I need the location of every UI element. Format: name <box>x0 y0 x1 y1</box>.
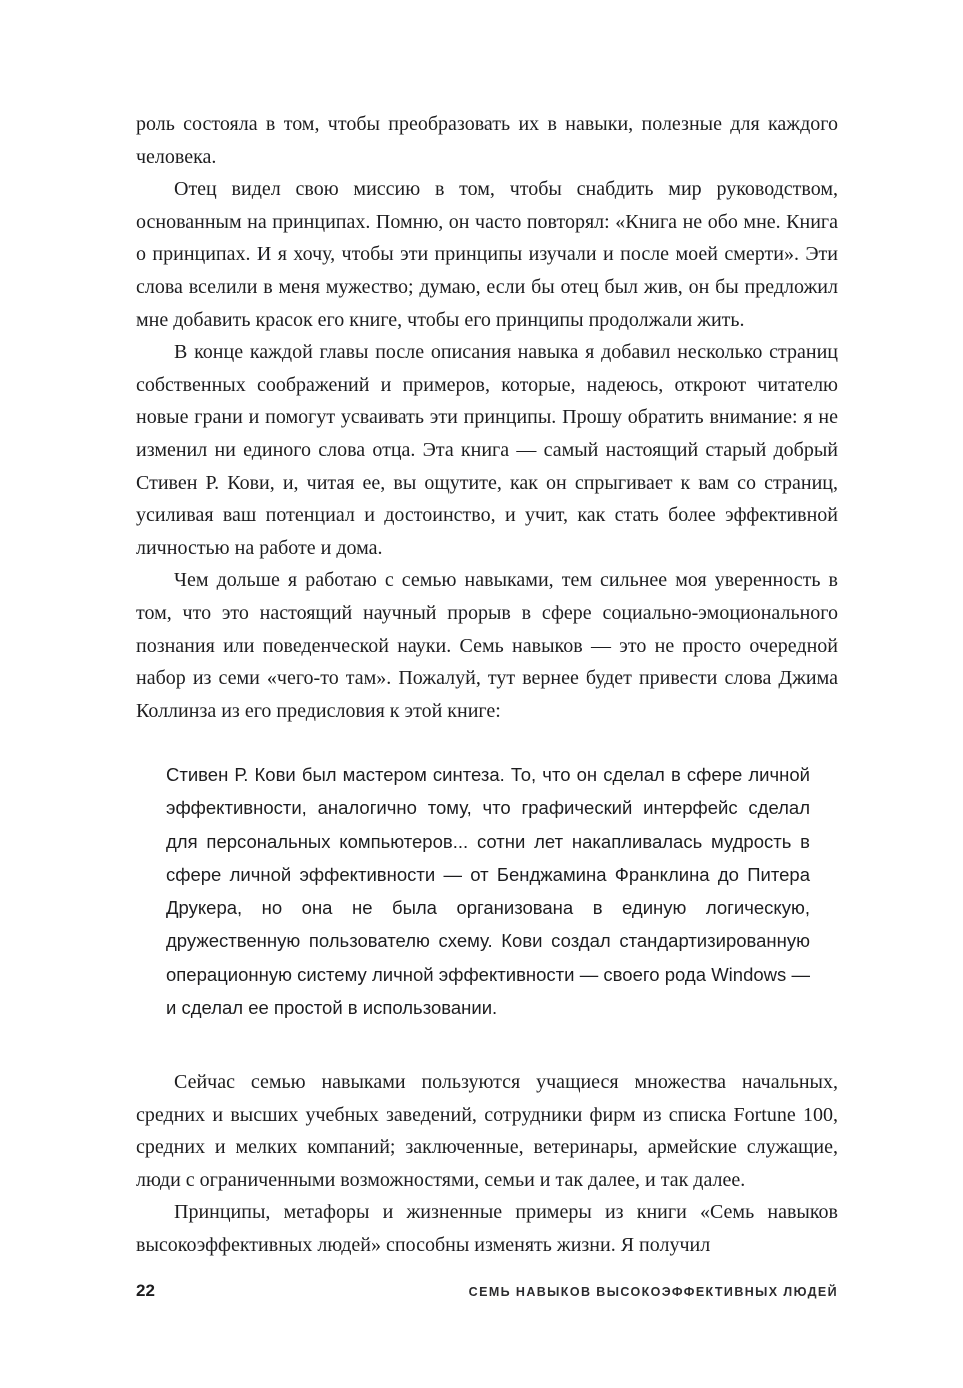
paragraph-continuation: роль состояла в том, чтобы преобразовать их в навыки, полезные для каждого человека. <box>136 113 838 168</box>
paragraph: В конце каждой главы после описания навыка я добавил несколько страниц собственных соображений и примеров, которые, надеюсь, откроют читателю новые грани и помогут усваивать эти принципы. Прошу обратить внимание: я не изменил ни единого слова отца. Эта книга — самый настоящий старый добрый Стивен Р. Кови, и, читая ее, вы ощутите, как он спрыгивает к вам со страниц, усиливая ваш потенциал и достоинство, и учит, как стать более эффективной личностью на работе и дома. <box>136 341 838 559</box>
paragraph: Чем дольше я работаю с семью навыками, тем сильнее моя уверенность в том, что это настоящий научный прорыв в сфере социально-эмоционального познания или поведенческой науки. Семь навыков — это не просто очередной набор из семи «чего-то там». Пожалуй, тут вернее будет привести слова Джима Коллинза из его предисловия к этой книге: <box>136 569 838 722</box>
running-title: СЕМЬ НАВЫКОВ ВЫСОКОЭФФЕКТИВНЫХ ЛЮДЕЙ <box>468 1285 838 1299</box>
page-number: 22 <box>136 1281 155 1300</box>
paragraph: Сейчас семью навыками пользуются учащиеся множества начальных, средних и высших учебных заведений, сотрудники фирм из списка Fortune 100, средних и мелких компаний; заключенные, ветеринары, армейские служащие, люди с ограниченными возможностями, семьи и так далее, и так далее. <box>136 1070 838 1191</box>
paragraph: Принципы, метафоры и жизненные примеры из книги «Семь навыков высокоэффективных людей» способны изменять жизни. Я получил <box>136 1201 838 1256</box>
page-footer <box>136 1281 838 1301</box>
paragraph: Отец видел свою миссию в том, чтобы снабдить мир руководством, основанным на принципах. Помню, он часто повторял: «Книга не обо мне. Книга о принципах. И я хочу, чтобы эти принципы изучали и после моей смерти». Эти слова вселили в меня мужество; думаю, если бы отец был жив, он бы предложил мне добавить красок его книге, чтобы его принципы продолжали жить. <box>136 178 838 331</box>
block-quote: Стивен Р. Кови был мастером синтеза. То, что он сделал в сфере личной эффективности, аналогично тому, что графический интерфейс сделал для персональных компьютеров... сотни лет накапливалась мудрость в сфере личной эффективности — от Бенджамина Франклина до Питера Друкера, но она не была организована в единую логическую, дружественную пользователю схему. Кови создал стандартизированную операционную систему личной эффективности — своего рода Windows — и сделал ее простой в использовании. <box>166 764 810 1018</box>
page-body <box>136 108 838 1261</box>
